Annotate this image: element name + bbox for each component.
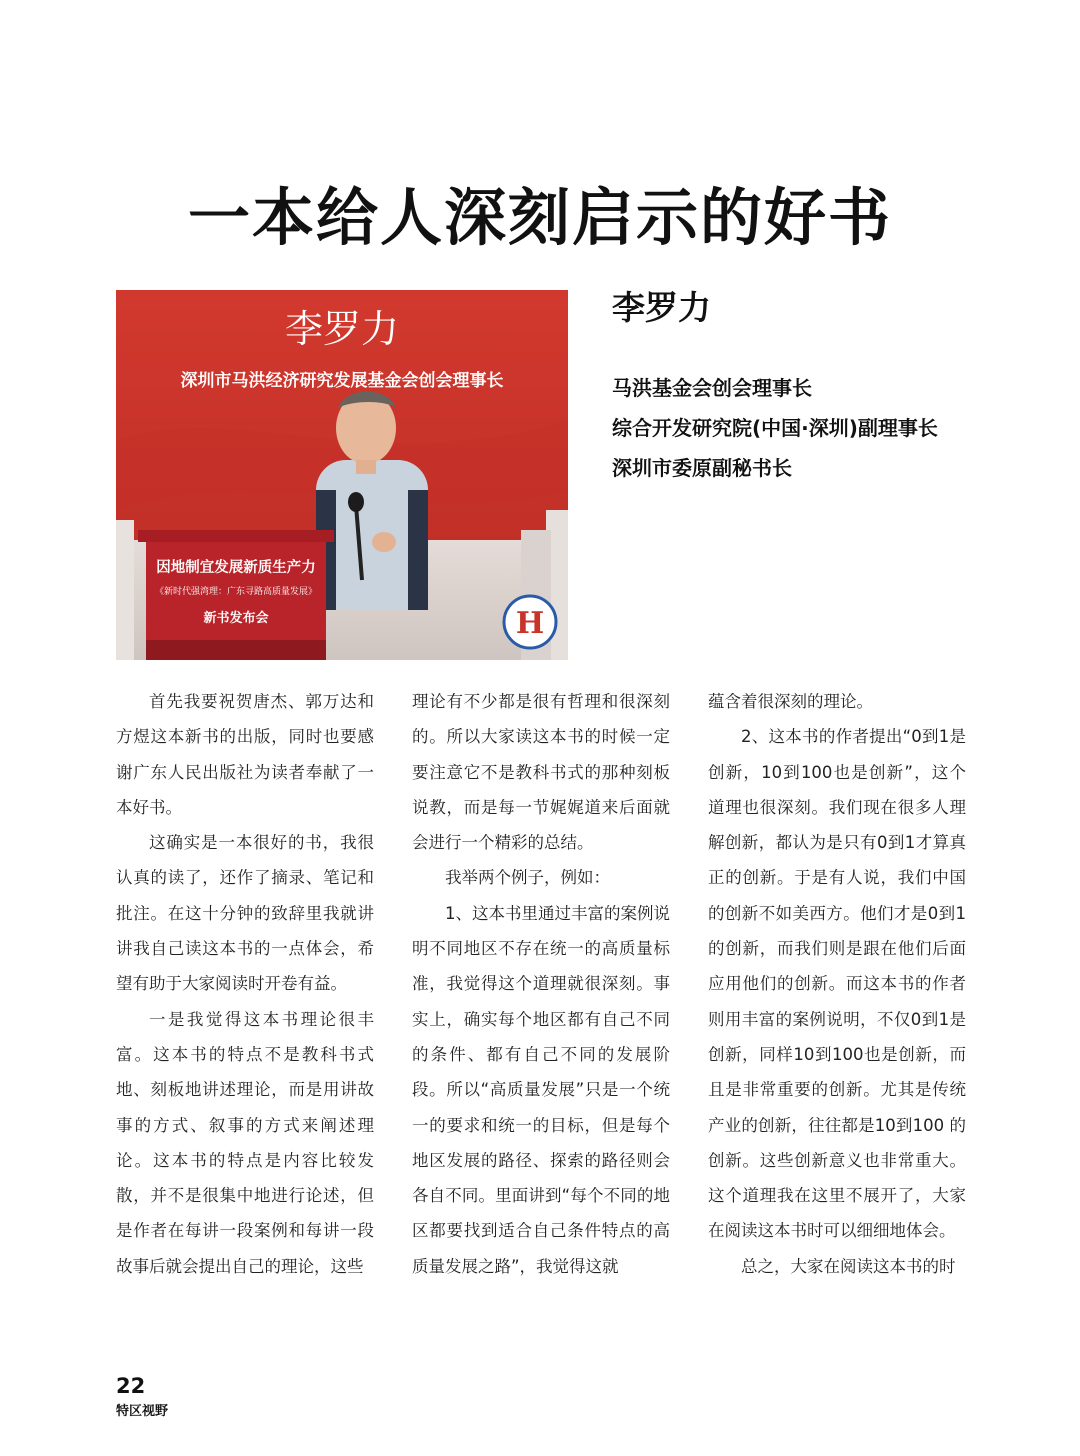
- author-role: 综合开发研究院(中国·深圳)副理事长: [612, 416, 938, 440]
- podium-line3: 新书发布会: [203, 611, 269, 626]
- page-number: 22: [116, 1374, 146, 1398]
- magazine-logo: 特区视野: [116, 1404, 169, 1419]
- text-column-2: [412, 684, 670, 1284]
- paragraph: 一是我觉得这本书理论很丰富。这本书的特点不是教科书式地、刻板地讲述理论，而是用讲故事的方式、叙事的方式来阐述理论。这本书的特点是内容比较发散，并不是很集中地进行论述，但是作者在每讲一段案例和每讲一段故事后就会提出自己的理论，这些: [116, 1009, 374, 1276]
- banner-name: 李罗力: [284, 307, 400, 351]
- paragraph: 总之，大家在阅读这本书的时: [741, 1256, 956, 1276]
- banner-subtitle: 深圳市马洪经济研究发展基金会创会理事长: [180, 371, 504, 391]
- paragraph: 蕴含着很深刻的理论。: [708, 692, 873, 711]
- author-role: 马洪基金会创会理事长: [612, 376, 812, 400]
- svg-text:H: H: [515, 606, 545, 641]
- author-role: 深圳市委原副秘书长: [612, 456, 792, 480]
- paragraph: 2、这本书的作者提出“0到1是创新，10到100也是创新”，这个道理也很深刻。我们现在很多人理解创新，都认为是只有0到1才算真正的创新。于是有人说，我们中国的创新不如美西方。他们才是0到1的创新，而我们则是跟在他们后面应用他们的创新。而这本书的作者则用丰富的案例说明，不仅0到1是创新，同样10到100也是创新，而且是非常重要的创新。尤其是传统产业的创新，往往都是10到100 的创新。这些创新意义也非常重大。这个道理我在这里不展开了，大家在阅读这本书时可以细细地体会。: [708, 727, 966, 1241]
- paragraph: 这确实是一本很好的书，我很认真的读了，还作了摘录、笔记和批注。在这十分钟的致辞里我就讲讲我自己读这本书的一点体会，希望有助于大家阅读时开卷有益。: [116, 833, 374, 994]
- paragraph: 我举两个例子，例如：: [445, 868, 610, 888]
- author-name: 李罗力: [612, 288, 711, 327]
- foundation-logo: [504, 596, 556, 648]
- podium-line2: 《新时代强湾理：广东寻路高质量发展》: [154, 587, 318, 597]
- text-column-3: [708, 684, 966, 1284]
- article-title: 一本给人深刻启示的好书: [187, 181, 892, 254]
- paragraph: 理论有不少都是很有哲理和很深刻的。所以大家读这本书的时候一定要注意它不是教科书式的那种刻板说教，而是每一节娓娓道来后面就会进行一个精彩的总结。: [412, 692, 670, 853]
- author-roles: [612, 368, 938, 488]
- podium-line1: 因地制宜发展新质生产力: [156, 560, 316, 576]
- text-column-1: [116, 684, 374, 1284]
- paragraph: 首先我要祝贺唐杰、郭万达和方煜这本新书的出版，同时也要感谢广东人民出版社为读者奉献了一本好书。: [116, 692, 374, 817]
- speaker-photo: [116, 290, 568, 660]
- paragraph: 1、这本书里通过丰富的案例说明不同地区不存在统一的高质量标准，我觉得这个道理就很深刻。事实上，确实每个地区都有自己不同的条件、都有自己不同的发展阶段。所以“高质量发展”只是一个统一的要求和统一的目标，但是每个地区发展的路径、探索的路径则会各自不同。里面讲到“每个不同的地区都要找到适合自己条件特点的高质量发展之路”，我觉得这就: [412, 903, 670, 1276]
- podium: [138, 530, 334, 660]
